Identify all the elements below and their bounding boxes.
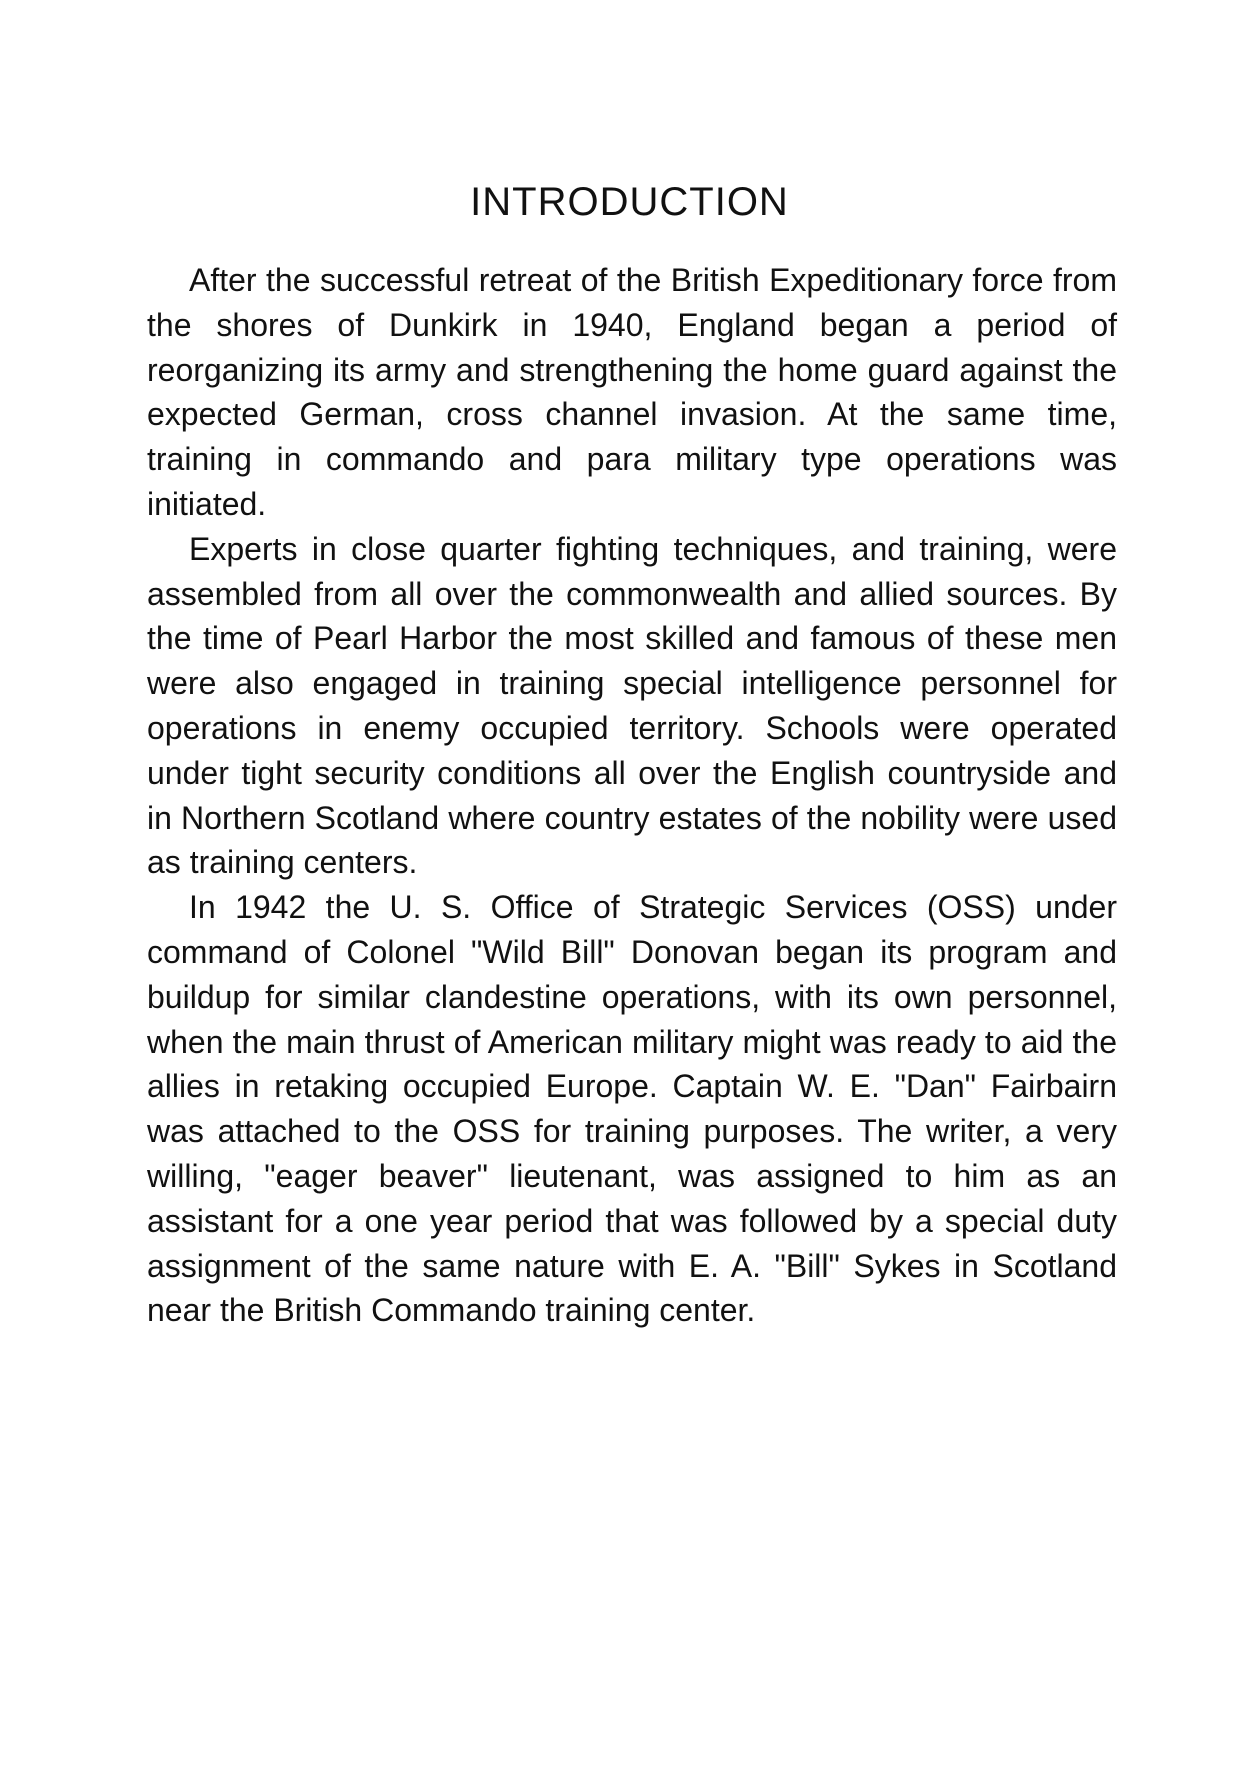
page-title: INTRODUCTION <box>470 180 789 224</box>
paragraph-2: Experts in close quarter fighting techniques, and training, were assembled from all over the commonwealth and allied sources. By the time of Pearl Harbor the most skilled and famous of these men were also engaged in training special intelligence personnel for operations in enemy occupied territory. Schools were operated under tight security conditions all over the English countryside and in Northern Scotland where country estates of the nobility were used as training centers. <box>147 530 1117 881</box>
body-text <box>147 258 1117 1333</box>
paragraph-3: In 1942 the U. S. Office of Strategic Services (OSS) under command of Colonel "Wild Bill" Donovan began its program and buildup for similar clandestine operations, with its own personnel, when the main thrust of American military might was ready to aid the allies in retaking occupied Europe. Captain W. E. "Dan" Fairbairn was attached to the OSS for training purposes. The writer, a very willing, "eager beaver" lieutenant, was assigned to him as an assistant for a one year period that was followed by a special duty assignment of the same nature with E. A. "Bill" Sykes in Scotland near the British Commando training center. <box>147 889 1117 1329</box>
paragraph-1: After the successful retreat of the British Expeditionary force from the shores of Dunkirk in 1940, England began a period of reorganizing its army and strengthening the home guard against the expected German, cross channel invasion. At the same time, training in commando and para military type operations was initiated. <box>147 262 1117 522</box>
